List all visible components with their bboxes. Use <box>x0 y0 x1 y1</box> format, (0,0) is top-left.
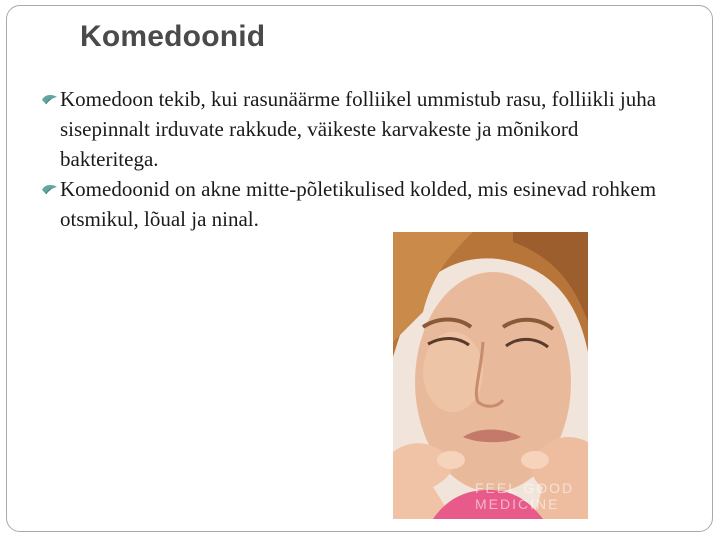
bullet-item <box>40 84 680 174</box>
slide-title: Komedoonid <box>80 20 266 53</box>
bullet-text: Komedoon tekib, kui rasunäärme folliikel ummistub rasu, folliikli juha sisepinnalt irduvate rakkude, väikeste karvakeste ja mõnikord bakteritega. <box>60 87 657 171</box>
face-illustration <box>393 232 588 519</box>
photo-watermark: FEEL GOOD MEDICINE <box>475 480 575 512</box>
leaf-bullet-icon <box>40 93 60 107</box>
face-photo <box>393 232 588 519</box>
bullet-list <box>40 84 680 234</box>
bullet-item <box>40 174 680 234</box>
bullet-text: Komedoonid on akne mitte-põletikulised kolded, mis esinevad rohkem otsmikul, lõual ja ninal. <box>60 177 657 231</box>
leaf-bullet-icon <box>40 183 60 197</box>
